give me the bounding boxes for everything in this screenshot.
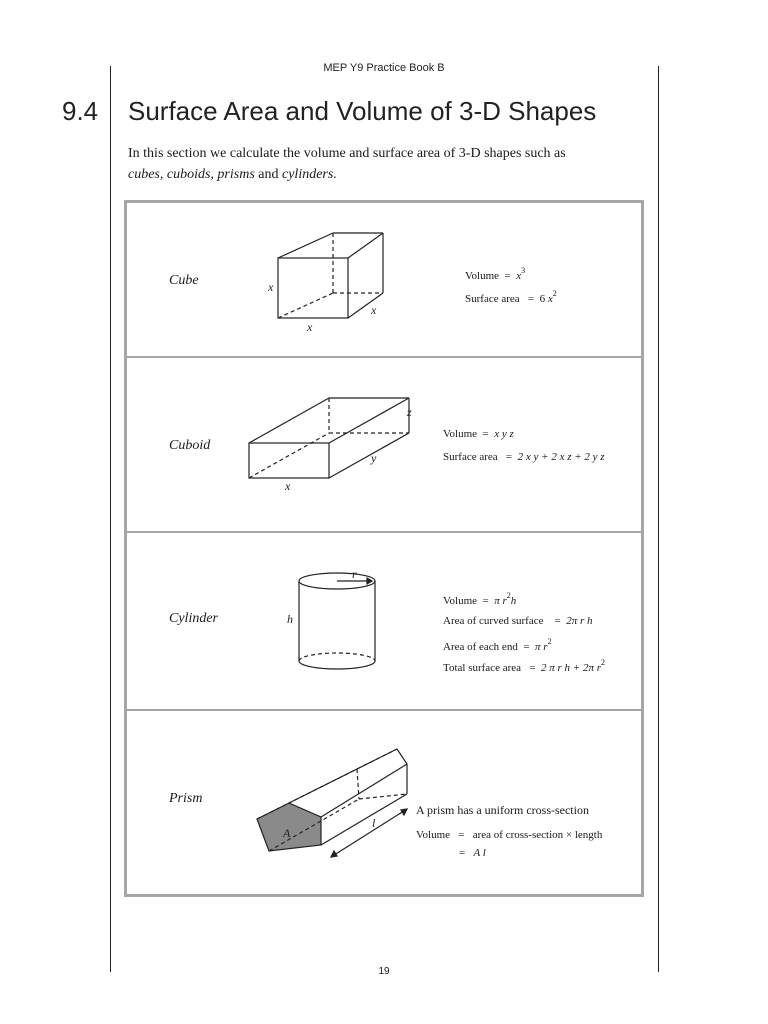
cylinder-end-area: Area of each end = π $r^2$ — [443, 637, 552, 653]
prism-figure — [247, 739, 417, 867]
page-number: 19 — [378, 966, 390, 977]
prism-label-area: A — [283, 826, 291, 840]
cube-label-bottom: x — [307, 320, 313, 334]
section-number: 9.4 — [62, 96, 99, 126]
cuboid-label-x: x — [285, 479, 291, 493]
cylinder-total-area: Total surface area = 2 π r h + 2π $r^2$ — [443, 658, 605, 674]
prism-uniform-text: A prism has a uniform cross-section — [416, 803, 589, 817]
intro-shapes: cubes, cuboids, prisms — [128, 167, 255, 182]
cylinder-label-h: h — [287, 612, 293, 626]
cuboid-figure — [239, 388, 419, 498]
cylinder-label-r: r — [352, 569, 357, 581]
intro-paragraph — [128, 143, 648, 185]
cube-label-depth: x — [371, 303, 377, 317]
cylinder-curved-area: Area of curved surface = 2π r h — [443, 615, 593, 627]
intro-text: In this section we calculate the volume and surface area of 3-D shapes such as — [128, 146, 566, 161]
cuboid-row — [127, 358, 641, 533]
cube-figure — [263, 223, 393, 343]
cuboid-label-y: y — [371, 451, 377, 465]
right-margin-rule — [658, 66, 659, 972]
cube-name: Cube — [169, 273, 199, 288]
prism-volume: Volume = area of cross-section × length — [416, 829, 603, 841]
cube-volume: Volume = $x^3$ — [465, 266, 526, 282]
left-margin-rule — [110, 66, 111, 972]
cylinder-volume: Volume = π $r^2h$ — [443, 591, 517, 607]
prism-name: Prism — [169, 791, 203, 806]
prism-label-length: l — [372, 816, 376, 830]
intro-last-shape: cylinders. — [282, 167, 337, 182]
formula-table — [124, 200, 644, 897]
intro-and: and — [258, 167, 279, 182]
cuboid-label-z: z — [407, 405, 412, 419]
cube-surface-area: Surface area = 6 $x^2$ — [465, 289, 557, 305]
cube-row — [127, 203, 641, 358]
cylinder-figure — [282, 569, 392, 677]
cuboid-surface-area: Surface area = 2 x y + 2 x z + 2 y z — [443, 451, 605, 463]
cylinder-row — [127, 533, 641, 711]
cube-label-left: x — [268, 280, 274, 294]
prism-volume-result: = A l — [459, 847, 486, 859]
section-title: Surface Area and Volume of 3-D Shapes — [128, 96, 597, 126]
prism-row — [127, 711, 641, 894]
cylinder-name: Cylinder — [169, 611, 218, 626]
running-header: MEP Y9 Practice Book B — [323, 62, 445, 74]
cuboid-volume: Volume = x y z — [443, 428, 514, 440]
cuboid-name: Cuboid — [169, 438, 211, 453]
